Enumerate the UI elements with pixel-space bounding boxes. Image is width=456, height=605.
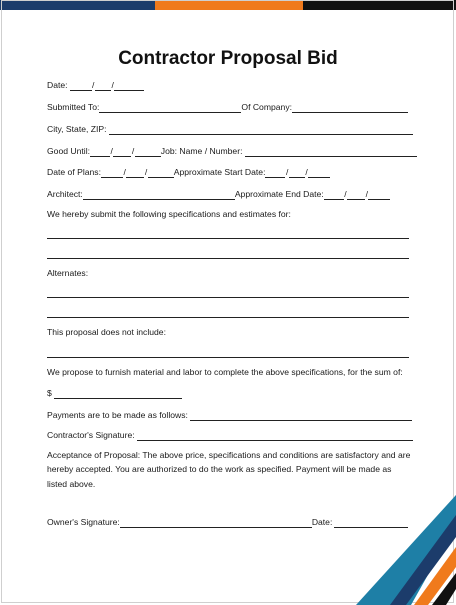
specifications-line-2[interactable] bbox=[47, 258, 409, 259]
approx-start-label: Approximate Start Date: bbox=[173, 167, 266, 177]
owner-signature-row bbox=[47, 517, 408, 528]
date-separator: / bbox=[111, 80, 114, 90]
payments-label: Payments are to be made as follows: bbox=[47, 410, 188, 420]
top-bar-black bbox=[303, 0, 456, 10]
dollar-label: $ bbox=[47, 388, 52, 398]
top-bar-orange bbox=[155, 0, 303, 10]
alternates-text: Alternates: bbox=[47, 268, 89, 278]
city-row bbox=[47, 124, 413, 135]
furnish-text: We propose to furnish material and labor to complete the above specifications, for the sum of: bbox=[47, 367, 403, 377]
not-include-text: This proposal does not include: bbox=[47, 327, 166, 337]
date-day-blank[interactable] bbox=[95, 81, 111, 91]
sum-blank[interactable] bbox=[54, 389, 182, 399]
alternates-line-1[interactable] bbox=[47, 297, 409, 298]
contractor-signature-row bbox=[47, 430, 413, 441]
architect-row bbox=[47, 189, 390, 200]
corner-stripes-decoration bbox=[356, 495, 456, 605]
date-separator: / bbox=[144, 167, 148, 177]
start-month-blank[interactable] bbox=[265, 168, 285, 178]
good-until-year-blank[interactable] bbox=[135, 147, 161, 157]
of-company-label: Of Company: bbox=[241, 102, 293, 112]
top-bar-navy bbox=[0, 0, 155, 10]
date-month-blank[interactable] bbox=[70, 81, 92, 91]
date-of-plans-row bbox=[47, 167, 330, 178]
start-year-blank[interactable] bbox=[308, 168, 330, 178]
good-until-month-blank[interactable] bbox=[90, 147, 110, 157]
job-name-label: Job: Name / Number: bbox=[160, 146, 243, 156]
start-day-blank[interactable] bbox=[289, 168, 305, 178]
not-include-line[interactable] bbox=[47, 357, 409, 358]
date-separator: / bbox=[123, 167, 126, 177]
date-row bbox=[47, 80, 144, 91]
architect-blank[interactable] bbox=[83, 190, 235, 200]
of-company-blank[interactable] bbox=[292, 103, 408, 113]
page-title: Contractor Proposal Bid bbox=[118, 48, 338, 69]
city-state-zip-label: City, State, ZIP: bbox=[47, 124, 107, 134]
contractor-signature-label: Contractor's Signature: bbox=[47, 430, 135, 440]
date-of-plans-label: Date of Plans: bbox=[47, 167, 101, 177]
submitted-row bbox=[47, 102, 408, 113]
date-separator: / bbox=[285, 167, 289, 177]
good-until-row bbox=[47, 146, 417, 157]
sum-row bbox=[47, 388, 182, 399]
end-month-blank[interactable] bbox=[324, 190, 344, 200]
submitted-to-label: Submitted To: bbox=[47, 102, 100, 112]
owner-signature-label: Owner's Signature: bbox=[47, 517, 120, 527]
end-year-blank[interactable] bbox=[368, 190, 390, 200]
date-separator: / bbox=[365, 189, 368, 199]
alternates-line-2[interactable] bbox=[47, 317, 409, 318]
specifications-line-1[interactable] bbox=[47, 238, 409, 239]
date-separator: / bbox=[131, 146, 135, 156]
date-separator: / bbox=[92, 80, 95, 90]
contractor-signature-blank[interactable] bbox=[137, 431, 413, 441]
plans-month-blank[interactable] bbox=[101, 168, 123, 178]
plans-day-blank[interactable] bbox=[126, 168, 144, 178]
specifications-text: We hereby submit the following specifications and estimates for: bbox=[47, 209, 291, 219]
date-year-blank[interactable] bbox=[114, 81, 144, 91]
architect-label: Architect: bbox=[47, 189, 83, 199]
owner-date-label: Date: bbox=[311, 517, 333, 527]
date-separator: / bbox=[344, 189, 347, 199]
submitted-to-blank[interactable] bbox=[99, 103, 241, 113]
plans-year-blank[interactable] bbox=[148, 168, 174, 178]
payments-blank[interactable] bbox=[190, 411, 412, 421]
date-separator: / bbox=[110, 146, 113, 156]
job-name-blank[interactable] bbox=[245, 147, 417, 157]
good-until-label: Good Until: bbox=[47, 146, 90, 156]
date-separator: / bbox=[305, 167, 308, 177]
approx-end-label: Approximate End Date: bbox=[234, 189, 324, 199]
good-until-day-blank[interactable] bbox=[113, 147, 131, 157]
acceptance-text: Acceptance of Proposal: The above price, specifications and conditions are satisfactory and are hereby accepted. You are authorized to do the work as specified. Payment will be made as listed above. bbox=[47, 450, 411, 489]
payments-row bbox=[47, 410, 412, 421]
end-day-blank[interactable] bbox=[347, 190, 365, 200]
city-state-zip-blank[interactable] bbox=[109, 125, 413, 135]
owner-signature-blank[interactable] bbox=[120, 518, 312, 528]
date-label: Date: bbox=[47, 80, 68, 90]
